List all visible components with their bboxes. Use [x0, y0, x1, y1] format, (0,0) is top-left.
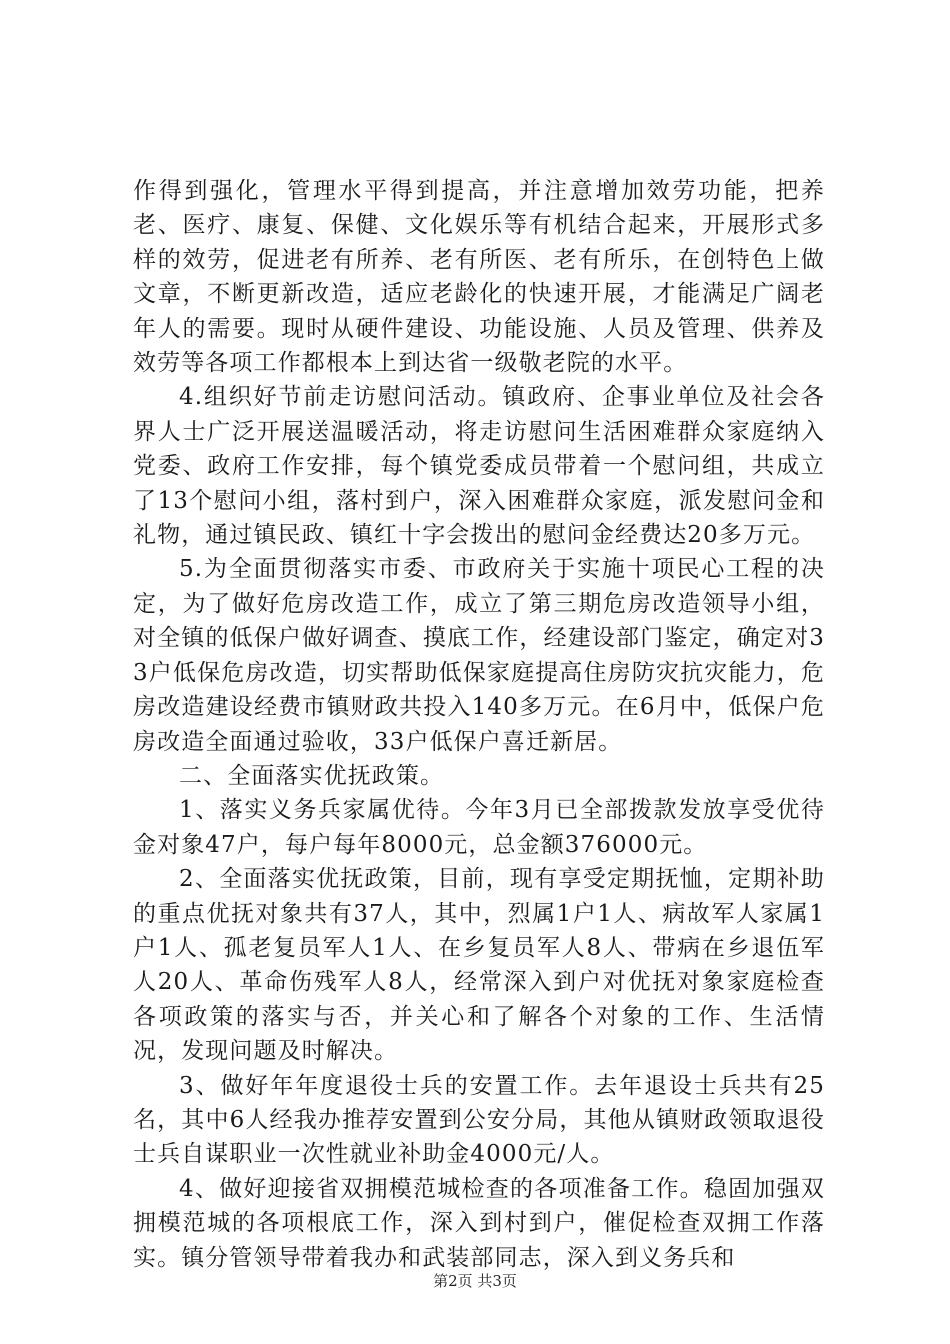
paragraph-subitem-1: 1、落实义务兵家属优待。今年3月已全部拨款发放享受优待金对象47户，每户每年8000元，总金额376000元。 — [133, 797, 825, 858]
paragraph-item-5: 5.为全面贯彻落实市委、市政府关于实施十项民心工程的决定，为了做好危房改造工作，成立了第三期危房改造领导小组，对全镇的低保户做好调查、摸底工作，经建设部门鉴定，确定对33户低保危房改造，切实帮助低保家庭提高住房防灾抗灾能力，危房改造建设经费市镇财政共投入140多万元。在6月中，低保户危房改造全面通过验收，33户低保户喜迁新居。 — [133, 556, 825, 755]
paragraph-subitem-2: 2、全面落实优抚政策，目前，现有享受定期抚恤，定期补助的重点优抚对象共有37人，其中，烈属1户1人、病故军人家属1户1人、孤老复员军人1人、在乡复员军人8人、带病在乡退伍军人20人、革命伤残军人8人，经常深入到户对优抚对象家庭检查各项政策的落实与否，并关心和了解各个对象的工作、生活情况，发现问题及时解决。 — [133, 866, 825, 1065]
page-footer — [0, 1270, 950, 1291]
section-heading-2: 二、全面落实优抚政策。 — [179, 762, 445, 789]
paragraph-continuation: 作得到强化，管理水平得到提高，并注意增加效劳功能，把养老、医疗、康复、保健、文化娱乐等有机结合起来，开展形式多样的效劳，促进老有所养、老有所医、老有所乐，在创特色上做文章，不断更新改造，适应老龄化的快速开展，才能满足广阔老年人的需要。现时从硬件建设、功能设施、人员及管理、供养及效劳等各项工作都根本上到达省一级敬老院的水平。 — [133, 178, 825, 377]
page-number-label: 第2页 共3页 — [433, 1272, 517, 1290]
paragraph-subitem-3: 3、做好年年度退役士兵的安置工作。去年退设士兵共有25名，其中6人经我办推荐安置到公安分局，其他从镇财政领取退役士兵自谋职业一次性就业补助金4000元/人。 — [133, 1072, 825, 1168]
document-body — [133, 174, 825, 1275]
paragraph-item-4: 4.组织好节前走访慰问活动。镇政府、企事业单位及社会各界人士广泛开展送温暖活动，将走访慰问生活困难群众家庭纳入党委、政府工作安排，每个镇党委成员带着一个慰问组，共成立了13个慰问小组，落村到户，深入困难群众家庭，派发慰问金和礼物，通过镇民政、镇红十字会拨出的慰问金经费达20多万元。 — [133, 384, 825, 549]
paragraph-subitem-4: 4、做好迎接省双拥模范城检查的各项准备工作。稳固加强双拥模范城的各项根底工作，深入到村到户，催促检查双拥工作落实。镇分管领导带着我办和武装部同志，深入到义务兵和 — [133, 1175, 825, 1271]
